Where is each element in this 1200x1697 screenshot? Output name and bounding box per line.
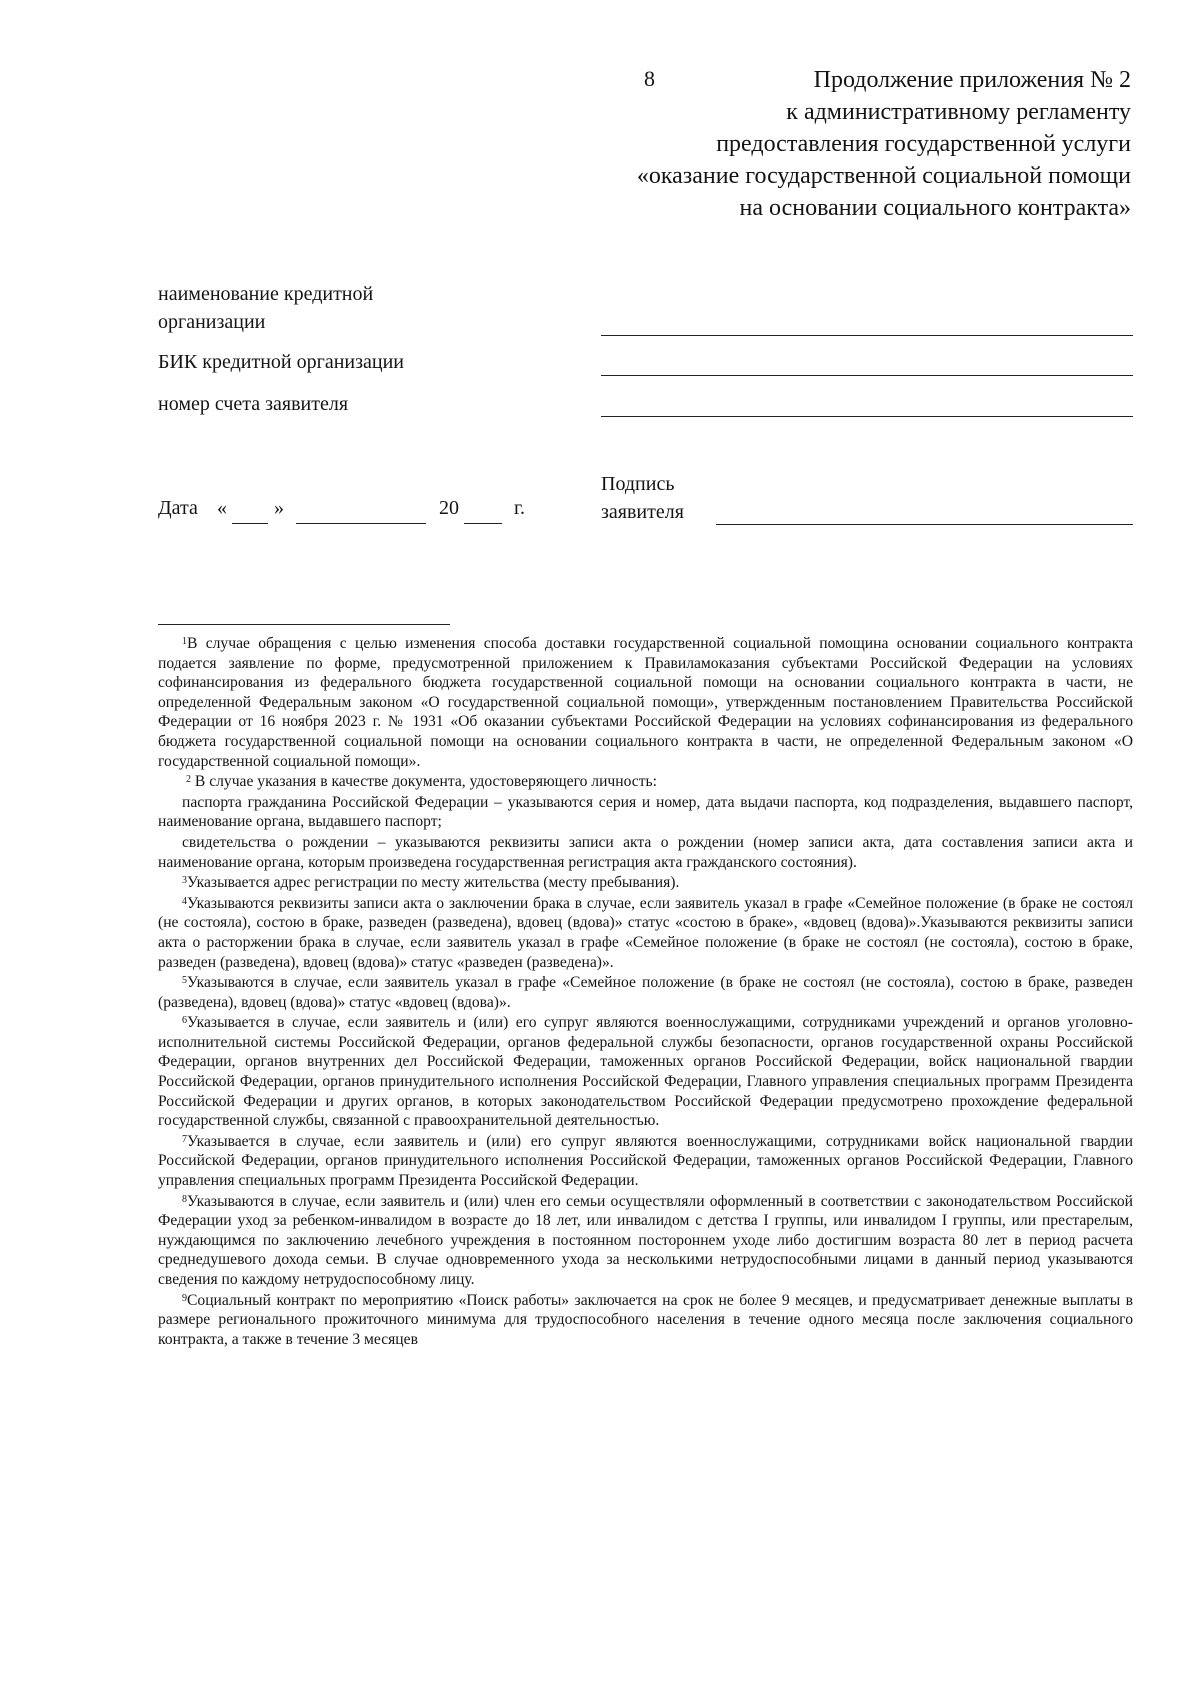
footnote [158, 1192, 1133, 1290]
month-field[interactable] [296, 523, 426, 524]
quote-open: « [217, 497, 227, 519]
bik-field[interactable] [601, 375, 1133, 376]
page-number: 8 [644, 66, 655, 91]
year-field[interactable] [464, 523, 502, 524]
account-number-field[interactable] [601, 416, 1133, 417]
footnote-mark: 5 [182, 975, 187, 987]
footnote-mark: 4 [182, 895, 187, 907]
footnote-mark: 1 [182, 636, 187, 647]
footnote-mark: 6 [182, 1015, 187, 1027]
date-label: Дата [158, 497, 198, 519]
footnote [158, 873, 1133, 893]
footnote-mark: 8 [182, 1193, 187, 1205]
footnote [158, 1013, 1133, 1131]
footnote-text: В случае указания в качестве документа, удостоверяющего личность: [194, 773, 657, 791]
appendix-header [637, 64, 1131, 224]
footnote-text: Указывается в случае, если заявитель и (или) его супруг являются военнослужащими, сотрудниками учреждений и органов уголовно-исполнительной системы Российской Федерации, органов федеральной службы безопасности, органов государственной охраны Российской Федерации, органов внутренних дел Российской Федерации, таможенных органов Российской Федерации, войск национальной гвардии Российской Федерации, органов принудительного исполнения Российской Федерации, Главного управления специальных программ Президента Российской Федерации и других органов, в которых законодательством Российской Федерации предусмотрено прохождение федеральной государственной службы, связанной с правоохранительной деятельностью. [158, 1014, 1133, 1130]
footnote [158, 1132, 1133, 1191]
footnote-separator [158, 624, 450, 625]
footnote-text: Социальный контракт по мероприятию «Поиск работы» заключается на срок не более 9 месяцев, и предусматривает денежные выплаты в размере регионального прожиточного минимума для трудоспособного населения в течение одного месяца после заключения социального контракта, а также в течение 3 месяцев [158, 1291, 1133, 1348]
footnote [158, 894, 1133, 972]
footnote [158, 772, 1133, 792]
header-line: на основании социального контракта» [739, 195, 1131, 221]
footnote-text: Указывается в случае, если заявитель и (или) его супруг являются военнослужащими, сотрудниками войск национальной гвардии Российской Федерации, органов принудительного исполнения Российской Федерации, таможенных органов Российской Федерации, Главного управления специальных программ Президента Российской Федерации. [158, 1132, 1133, 1190]
footnote [158, 973, 1133, 1012]
bik-label: БИК кредитной организации [158, 351, 404, 373]
footnote-mark: 7 [182, 1133, 187, 1145]
header-line: «оказание государственной социальной помощи [636, 163, 1131, 189]
bank-name-label-line1: наименование кредитной [158, 283, 374, 305]
bank-name-label-line2: организации [158, 311, 266, 333]
footnote-paragraph [158, 833, 1133, 872]
header-line: к административному регламенту [786, 99, 1131, 125]
bank-name-label [158, 280, 373, 336]
signature-label-line1: Подпись [601, 473, 675, 495]
bank-name-field[interactable] [601, 335, 1133, 336]
account-number-label: номер счета заявителя [158, 393, 349, 415]
year-prefix: 20 [439, 497, 459, 519]
signature-label-line2: заявителя [601, 501, 684, 523]
footnote-text: Указываются в случае, если заявитель указал в графе «Семейное положение (в браке не состоял (не состояла), состою в браке, разведен (разведена), вдовец (вдова)» статус «вдовец (вдова)». [158, 974, 1133, 1011]
header-line: Продолжение приложения № 2 [813, 67, 1131, 93]
year-suffix: г. [514, 497, 525, 519]
signature-label [601, 470, 684, 526]
footnote [158, 1291, 1133, 1350]
footnotes [158, 634, 1133, 1350]
signature-field[interactable] [716, 524, 1133, 525]
footnote-text: Указываются в случае, если заявитель и (или) член его семьи осуществляли оформленный в соответствии с законодательством Российской Федерации уход за ребенком-инвалидом в возрасте до 18 лет, или инвалидом с детства I группы, или инвалидом I группы, или престарелым, нуждающимся по заключению лечебного учреждения в постоянном постороннем уходе либо достигшим возраста 80 лет в период расчета среднедушевого дохода семьи. В случае одновременного ухода за несколькими нетрудоспособными лицами в данный период указываются сведения по каждому нетрудоспособному лицу. [158, 1192, 1133, 1288]
footnote-text: Указывается адрес регистрации по месту жительства (месту пребывания). [187, 874, 680, 892]
footnote [158, 634, 1133, 771]
header-line: предоставления государственной услуги [716, 131, 1131, 157]
day-field[interactable] [232, 523, 268, 524]
footnote-paragraph [158, 793, 1133, 832]
quote-close: » [274, 497, 284, 519]
footnote-text: паспорта гражданина Российской Федерации – указываются серия и номер, дата выдачи паспорта, код подразделения, выдавшего паспорт, наименование органа, выдавшего паспорт; [158, 793, 1133, 831]
footnote-text: В случае обращения с целью изменения способа доставки государственной социальной помощина основании социального контракта подается заявление по форме, предусмотренной приложением к Правиламоказания субъектами Российской Федерации на условиях софинансирования из федерального бюджета государственной социальной помощи на основании социального контракта в части, не определенной Федеральным законом «О государственной социальной помощи», утвержденным постановлением Правительства Российской Федерации от 16 ноября 2023 г. № 1931 «Об оказании субъектами Российской Федерации на условиях софинансирования из федерального бюджета государственной социальной помощи на основании социального контракта в части, не определенной Федеральным законом «О государственной социальной помощи». [158, 635, 1133, 770]
footnote-text: свидетельства о рождении – указываются реквизиты записи акта о рождении (номер записи акта, дата составления записи акта и наименование органа, которым произведена государственная регистрация акта гражданского состояния). [158, 833, 1133, 871]
footnote-mark: 3 [182, 875, 187, 887]
footnote-mark: 2 [186, 774, 191, 786]
footnote-mark: 9 [182, 1292, 187, 1304]
footnote-text: Указываются реквизиты записи акта о заключении брака в случае, если заявитель указал в графе «Семейное положение (в браке не состоял (не состояла), состою в браке, разведен (разведена), вдовец (вдова)» статус «состою в браке», «вдовец (вдова)».Указываются реквизиты записи акта о расторжении брака в случае, если заявитель указал в графе «Семейное положение (в браке не состоял (не состояла), состою в браке, разведен (разведена), вдовец (вдова)» статус «разведен (разведена)». [158, 894, 1133, 971]
